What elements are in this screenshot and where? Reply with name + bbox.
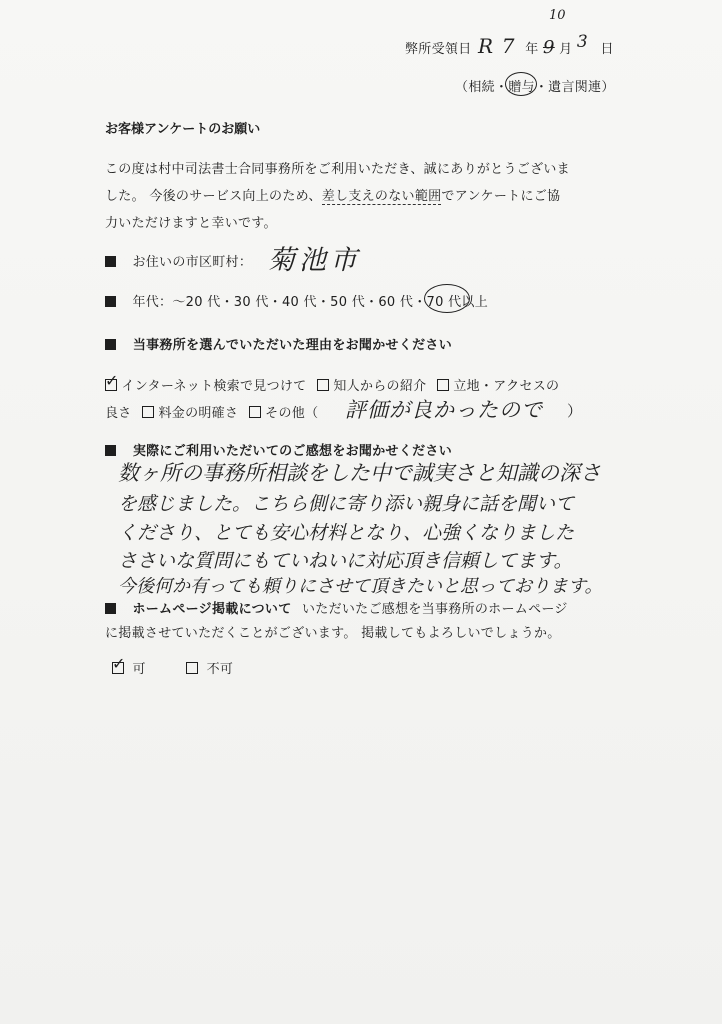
receipt-month-unit: 月 xyxy=(559,42,573,57)
intro-line-2a: した。 今後のサービス向上のため、 xyxy=(105,189,322,204)
reason-options-line-1 xyxy=(105,371,560,394)
check-mark-icon: ✓ xyxy=(105,371,119,390)
reason-internet-label: インターネット検索で見つけて xyxy=(121,379,307,394)
reason-options-line-2 xyxy=(105,402,318,421)
checkbox-no[interactable] xyxy=(186,662,198,674)
reason-location-label-2: 良さ xyxy=(105,406,132,421)
homepage-yes-label: 可 xyxy=(132,662,146,677)
category-open: （ xyxy=(455,80,469,95)
reason-heading-row xyxy=(105,334,452,353)
homepage-no-label: 不可 xyxy=(206,662,234,677)
impression-line-2: を感じました。こちら側に寄り添い親身に話を聞いて xyxy=(118,493,575,515)
impression-heading: 実際にご利用いただいてのご感想をお聞かせください xyxy=(132,444,453,459)
bullet-square-icon xyxy=(105,296,116,307)
reason-heading: 当事務所を選んでいただいた理由をお聞かせください xyxy=(132,338,453,353)
impression-line-5: 今後何か有っても頼りにさせて頂きたいと思っております。 xyxy=(118,576,603,597)
address-label: お住いの市区町村： xyxy=(132,255,253,270)
category-dot-1: ・ xyxy=(494,80,509,95)
address-answer: 菊池市 xyxy=(268,245,361,276)
category-dot-2: ・ xyxy=(534,80,549,95)
receipt-year-unit: 年 xyxy=(525,42,539,57)
impression-line-4: ささいな質問にもていねいに対応頂き信頼してます。 xyxy=(118,550,573,572)
receipt-date xyxy=(405,34,614,58)
checkbox-fee[interactable] xyxy=(142,406,154,418)
age-selected: 70 代以上 xyxy=(426,295,488,310)
receipt-day-unit: 日 xyxy=(600,42,614,57)
bullet-square-icon xyxy=(105,603,116,614)
age-selected-circle xyxy=(424,284,470,313)
receipt-day: 3 xyxy=(576,32,589,52)
checkbox-location[interactable] xyxy=(437,379,449,391)
homepage-text-2: に掲載させていただくことがございます。 掲載してもよろしいでしょうか。 xyxy=(105,626,561,641)
page-title: お客様アンケートのお願い xyxy=(105,122,261,137)
homepage-heading: ホームページ掲載について xyxy=(132,602,292,617)
intro-underlined-range: 差し支えのない範囲 xyxy=(321,189,442,204)
age-label: 年代：～20 代・30 代・40 代・50 代・60 代・ xyxy=(132,295,427,310)
category-inheritance: 相続 xyxy=(468,80,495,95)
impression-line-3: くださり、とても安心材料となり、心強くなりました xyxy=(118,522,575,544)
intro-line-2 xyxy=(105,185,560,204)
homepage-row xyxy=(105,598,568,617)
bullet-square-icon xyxy=(105,339,116,350)
category-gift: 贈与 xyxy=(508,80,535,95)
receipt-month-struck: 9 xyxy=(542,37,555,58)
checkbox-yes[interactable] xyxy=(112,654,126,674)
reason-other-answer: 評価が良かったので xyxy=(345,398,543,422)
reason-location-label: 立地・アクセスの xyxy=(453,379,560,394)
category-close: ） xyxy=(601,80,615,95)
homepage-options xyxy=(112,654,234,677)
bullet-square-icon xyxy=(105,445,116,456)
reason-fee-label: 料金の明確さ xyxy=(158,406,239,421)
category-gift-circle xyxy=(505,72,537,96)
checkbox-other[interactable] xyxy=(249,406,261,418)
receipt-label: 弊所受領日 xyxy=(405,42,472,57)
bullet-square-icon xyxy=(105,256,116,267)
receipt-month-corrected: 10 xyxy=(549,8,566,23)
intro-line-2c: でアンケートにご協 xyxy=(441,189,561,204)
receipt-year: 7 xyxy=(501,34,515,58)
intro-line-1: この度は村中司法書士合同事務所をご利用いただき、誠にありがとうございま xyxy=(105,162,570,177)
reason-other-close: ） xyxy=(567,402,583,420)
checkbox-internet[interactable] xyxy=(105,371,119,391)
reason-referral-label: 知人からの紹介 xyxy=(333,379,427,394)
checkbox-referral[interactable] xyxy=(317,379,329,391)
category-will: 遺言関連 xyxy=(548,80,602,95)
receipt-era: R xyxy=(477,34,494,58)
address-row xyxy=(105,251,252,270)
reason-other-label: その他（ xyxy=(265,406,319,421)
intro-line-3: 力いただけますと幸いです。 xyxy=(105,216,277,231)
impression-line-1: 数ヶ所の事務所相談をした中で誠実さと知識の深さ xyxy=(118,461,601,485)
homepage-text-1: いただいたご感想を当事務所のホームページ xyxy=(301,602,568,617)
check-mark-icon: ✓ xyxy=(112,654,126,673)
